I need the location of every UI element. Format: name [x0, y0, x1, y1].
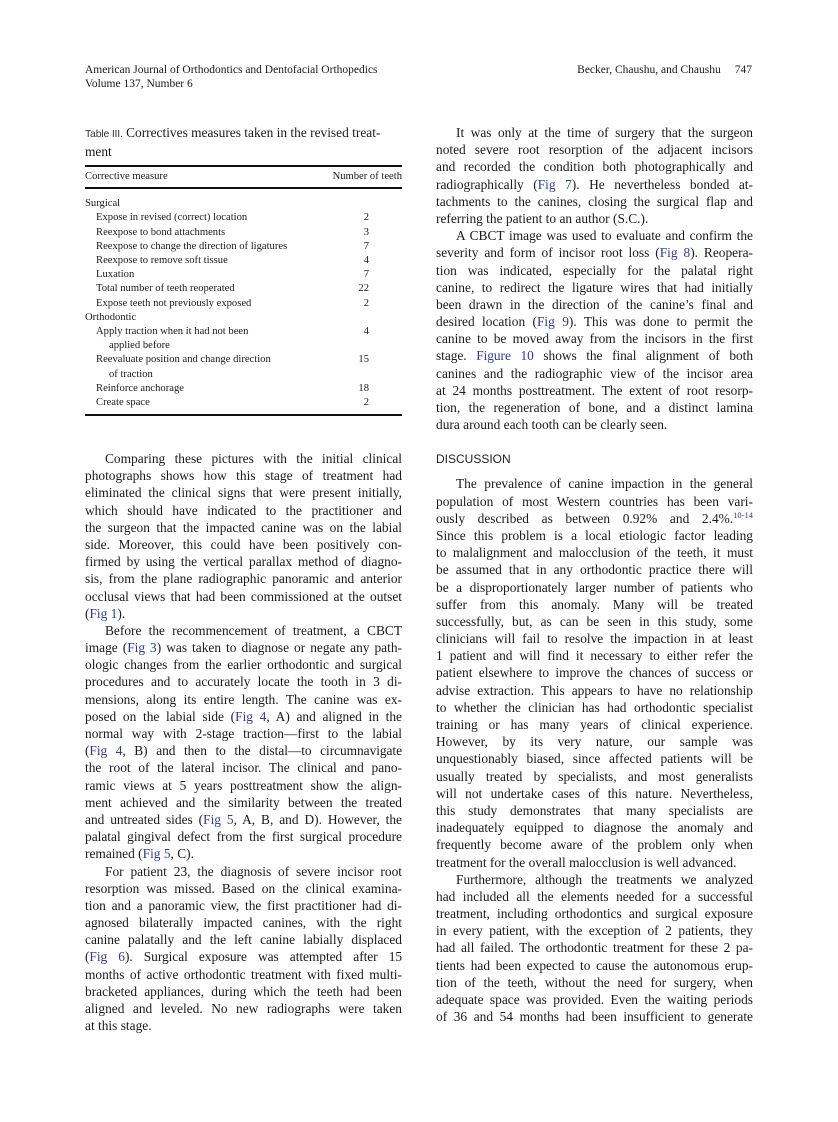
- line-text: ramic views at 5 years posttreatment show the align-: [85, 777, 402, 793]
- line-text: [436, 245, 753, 260]
- line-text: to malalignment and malocclusion of the teeth, it must: [436, 545, 753, 561]
- table-cell-measure: [85, 382, 321, 396]
- text-line: [436, 544, 753, 561]
- text-segment: (: [85, 743, 90, 759]
- text-line: [436, 1008, 753, 1025]
- text-segment: ). He nevertheless bonded at-: [571, 176, 753, 192]
- table-grid: [85, 167, 402, 416]
- text-segment: posed on the labial side (: [85, 708, 236, 724]
- text-line: [436, 836, 753, 853]
- measure-label: Apply traction when it had not been: [96, 326, 249, 338]
- table-header-row: [85, 167, 402, 188]
- line-text: had included all the elements needed for a successful: [436, 888, 753, 904]
- table-cell-teeth-count: 4: [363, 255, 369, 267]
- text-line: [436, 262, 753, 279]
- line-text: [436, 511, 753, 526]
- line-text: treatment for the overall malocclusion is well advanced.: [436, 854, 737, 870]
- text-line: [85, 673, 402, 690]
- text-line: [436, 922, 753, 939]
- paragraph: [85, 622, 402, 863]
- table-row: [85, 226, 402, 240]
- line-text: tion and a panoramic view, the first practitioner had di-: [85, 897, 402, 913]
- line-text: of 36 and 54 months had been insufficient to generate: [436, 1009, 753, 1025]
- line-text: patient elsewhere to improve the chances of success or: [436, 665, 753, 681]
- text-line: [436, 785, 753, 802]
- line-text: been drawn in the direction of the canine’s final and: [436, 296, 753, 312]
- line-text: clinicians will fail to resolve the impaction in at least: [436, 631, 753, 647]
- text-line: [436, 527, 753, 544]
- text-line: [85, 897, 402, 914]
- line-text: Comparing these pictures with the initial clinical: [105, 451, 402, 466]
- line-text: It was only at the time of surgery that the surgeon: [456, 125, 753, 140]
- text-line: [436, 664, 753, 681]
- table-cell-teeth-count: 15: [358, 354, 369, 366]
- running-header-right: [577, 63, 752, 77]
- page-number: 747: [734, 64, 752, 76]
- left-text-column: [85, 450, 402, 1034]
- table-cell-teeth-count: 18: [358, 382, 369, 394]
- text-line: [85, 931, 402, 948]
- text-line: [436, 888, 753, 905]
- text-line: [85, 777, 402, 794]
- text-segment: ) was taken to diagnose or negate any path-: [156, 640, 402, 656]
- line-text: [436, 314, 753, 329]
- text-line: [436, 399, 753, 416]
- text-line: [436, 630, 753, 647]
- line-text: [85, 949, 402, 964]
- measure-label: Reevaluate position and change direction: [96, 354, 271, 366]
- line-text: mensions, along its entire length. The canine was ex-: [85, 691, 402, 707]
- table-cell-measure: [85, 396, 321, 415]
- text-segment: ously described as between 0.92% and 2.4%.: [436, 510, 734, 526]
- line-text: tion, the regeneration of bone, and a distinct lamina: [436, 400, 753, 415]
- line-text: normal way with 2-stage traction—first to the labial: [85, 726, 402, 741]
- figure-reference-link[interactable]: Fig 5: [203, 811, 234, 827]
- figure-reference-link[interactable]: Figure 10: [476, 348, 534, 364]
- text-line: [85, 759, 402, 776]
- table-row: [85, 254, 402, 268]
- text-line: [436, 382, 753, 399]
- text-line: [85, 742, 402, 759]
- table-row: [85, 297, 402, 311]
- text-line: [436, 227, 753, 244]
- line-text: in every patient, with the exception of 2 patients, they: [436, 923, 753, 939]
- text-line: [436, 579, 753, 596]
- line-text: tion was indicated, especially for the palatal right: [436, 262, 753, 278]
- table-cell-teeth-count: 2: [363, 212, 369, 224]
- text-segment: ). Reopera-: [690, 245, 753, 261]
- line-text: canine palatally and the left canine labially displaced: [85, 932, 402, 948]
- measure-label: Create space: [96, 397, 150, 409]
- line-text: noted severe root resorption of the adjacent incisors: [436, 142, 753, 158]
- text-line: [85, 519, 402, 536]
- text-line: [436, 510, 753, 527]
- line-text: [85, 846, 194, 861]
- text-segment: stage.: [436, 348, 477, 364]
- line-text: usually treated by specialists, and most generalists: [436, 768, 753, 784]
- table-cell-teeth-count: 3: [363, 226, 369, 238]
- text-segment: , A) and aligned in the: [266, 708, 402, 724]
- text-line: [436, 176, 753, 193]
- line-text: canine, to redirect the ligature wires that had initially: [436, 279, 753, 295]
- table-cell-measure: [85, 353, 321, 381]
- line-text: eliminated the clinical signs that were present initially,: [85, 485, 402, 501]
- figure-reference-link[interactable]: Fig 5: [142, 846, 171, 862]
- text-line: [85, 708, 402, 725]
- text-line: [436, 493, 753, 510]
- text-line: [85, 502, 402, 519]
- text-line: [436, 768, 753, 785]
- text-line: [436, 647, 753, 664]
- running-header-left: [85, 63, 378, 91]
- table-row: [85, 282, 402, 296]
- line-text: [85, 743, 402, 758]
- text-line: [85, 656, 402, 673]
- measure-label-continued: of traction: [109, 368, 153, 380]
- text-line: [436, 974, 753, 991]
- table-cell-measure: [85, 282, 321, 296]
- text-line: [436, 939, 753, 956]
- text-line: [85, 484, 402, 501]
- line-text: to whether the clinician has had orthodontic specialist: [436, 699, 753, 715]
- measure-label: Total number of teeth reoperated: [96, 283, 235, 295]
- figure-reference-link[interactable]: Fig 4: [235, 708, 267, 724]
- line-text: tachments to the canines, closing the surgical flap and: [436, 193, 753, 209]
- table-cell-teeth-count: 2: [363, 397, 369, 409]
- text-line: [85, 536, 402, 553]
- text-line: [436, 158, 753, 175]
- paragraph: [436, 124, 753, 227]
- text-line: [436, 124, 753, 141]
- text-line: [436, 475, 753, 492]
- table-caption: [85, 124, 402, 160]
- figure-reference-link[interactable]: Fig 7: [537, 176, 572, 192]
- line-text: tion of the teeth, without the need for surgery, when: [436, 974, 753, 990]
- table-group-label: Orthodontic: [85, 311, 137, 323]
- text-segment: shows the final alignment of both: [533, 348, 753, 364]
- text-line: [85, 794, 402, 811]
- table-cell-measure: [85, 254, 321, 268]
- line-text: the root of the lateral incisor. The clinical and pano-: [85, 760, 402, 776]
- table-group-row: [85, 188, 402, 211]
- text-segment: , B) and then to the distal—to circumnavigate: [122, 743, 402, 759]
- line-text: [436, 348, 753, 363]
- text-line: [85, 1017, 402, 1034]
- text-line: [436, 210, 753, 227]
- line-text: [85, 606, 125, 621]
- line-text: the surgeon that the impacted canine was on the labial: [85, 519, 402, 535]
- line-text: [85, 812, 402, 827]
- line-text: side. Moreover, this could have been positively con-: [85, 536, 402, 552]
- line-text: agnosed bilaterally impacted canines, with the right: [85, 915, 402, 931]
- table-cell-teeth-count: 4: [363, 326, 369, 338]
- table-row: [85, 268, 402, 282]
- line-text: adequate space was provided. Even the waiting periods: [436, 992, 753, 1007]
- line-text: Before the recommencement of treatment, a CBCT: [105, 622, 402, 638]
- table-cell-teeth-count: 7: [363, 240, 369, 252]
- table-label: Table III.: [85, 128, 123, 140]
- text-segment: desired location (: [436, 314, 537, 330]
- line-text: successfully, but, as can be seen in this study, some: [436, 613, 753, 629]
- text-line: [85, 450, 402, 467]
- text-line: [436, 854, 753, 871]
- measure-label: Reexpose to bond attachments: [96, 226, 226, 238]
- line-text: tients had been expected to cause the autonomous erup-: [436, 957, 753, 973]
- paragraph: [85, 863, 402, 1035]
- figure-reference-link[interactable]: Fig 6: [89, 949, 125, 965]
- table-cell-measure: [85, 325, 321, 353]
- table-title-line-1: Correctives measures taken in the revised treat-: [126, 125, 381, 140]
- line-text: will not undertake cases of this nature. Nevertheless,: [436, 785, 753, 801]
- measure-label: Reinforce anchorage: [96, 382, 184, 394]
- line-text: at this stage.: [85, 1018, 152, 1034]
- line-text: ment achieved and the similarity between the treated: [85, 794, 402, 810]
- measure-label: Reexpose to change the direction of ligatures: [96, 240, 288, 252]
- line-text: training or has many years of clinical experience.: [436, 717, 753, 732]
- text-line: [436, 682, 753, 699]
- line-text: months of active orthodontic treatment with fixed multi-: [85, 966, 402, 982]
- table-cell-measure: [85, 297, 321, 311]
- line-text: A CBCT image was used to evaluate and confirm the: [456, 228, 753, 244]
- table-row: [85, 211, 402, 225]
- table-cell-teeth-count: 7: [363, 269, 369, 281]
- text-line: [85, 570, 402, 587]
- measure-label-continued: applied before: [109, 340, 170, 352]
- line-text: population of most Western countries has been vari-: [436, 493, 753, 509]
- line-text: aligned and leveled. No new radiographs were taken: [85, 1001, 402, 1016]
- text-line: [85, 914, 402, 931]
- figure-reference-link[interactable]: Fig 9: [536, 314, 569, 330]
- table-row: [85, 382, 402, 396]
- line-text: photographs shows how this stage of treatment had: [85, 468, 402, 484]
- line-text: this study demonstrates that many specialists are: [436, 802, 753, 818]
- table-cell-measure: [85, 226, 321, 240]
- line-text: canine to be moved away from the incisors in the first: [436, 331, 753, 347]
- text-segment: and untreated sides (: [85, 811, 204, 827]
- text-line: [436, 193, 753, 210]
- line-text: at 24 months posttreatment. The extent of root resorp-: [436, 382, 753, 398]
- table-cell-teeth-count: 22: [358, 283, 369, 295]
- text-line: [436, 561, 753, 578]
- text-line: [436, 871, 753, 888]
- text-line: [85, 622, 402, 639]
- text-line: [85, 983, 402, 1000]
- line-text: dura around each tooth can be clearly seen.: [436, 417, 668, 433]
- paragraph: [436, 227, 753, 433]
- text-line: [436, 991, 753, 1008]
- table-group-label: Surgical: [85, 198, 121, 210]
- text-line: [85, 725, 402, 742]
- journal-title: American Journal of Orthodontics and Dentofacial Orthopedics: [85, 64, 378, 76]
- text-line: [85, 588, 402, 605]
- line-text: 1 patient and will find it necessary to either refer the: [436, 648, 753, 664]
- text-line: [436, 802, 753, 819]
- text-line: [85, 811, 402, 828]
- text-line: [436, 279, 753, 296]
- line-text: Since this problem is a local etiologic factor leading: [436, 527, 753, 543]
- line-text: occlusal views that had been commissioned at the outset: [85, 588, 402, 604]
- text-line: [85, 828, 402, 845]
- text-line: [436, 296, 753, 313]
- line-text: referring the patient to an author (S.C.).: [436, 210, 649, 226]
- text-line: [85, 605, 402, 622]
- text-line: [436, 330, 753, 347]
- table-title-line-2: ment: [85, 144, 112, 159]
- column-header-teeth: Number of teeth: [332, 171, 402, 182]
- text-line: [436, 750, 753, 767]
- line-text: resorption was missed. Based on the clinical examina-: [85, 880, 402, 896]
- table-row: [85, 325, 402, 353]
- table-row: [85, 353, 402, 381]
- text-segment: , A, B, and D). However, the: [233, 811, 402, 827]
- measure-label: Expose in revised (correct) location: [96, 212, 248, 224]
- line-text: palatal gingival defect from the first surgical procedure: [85, 829, 402, 845]
- line-text: inadequately equipped to diagnose the anomaly and: [436, 820, 753, 836]
- line-text: [85, 640, 402, 655]
- paragraph: [436, 871, 753, 1026]
- table-cell-teeth-count: 2: [363, 297, 369, 309]
- text-line: [436, 819, 753, 836]
- right-text-column: [436, 124, 753, 1025]
- line-text: and recorded the condition both photographically and: [436, 159, 753, 175]
- line-text: The prevalence of canine impaction in the general: [456, 476, 753, 492]
- text-line: [436, 347, 753, 364]
- measure-label: Luxation: [96, 269, 135, 281]
- text-segment: radiographically (: [436, 176, 538, 192]
- line-text: procedures and to accurately locate the tooth in 3 di-: [85, 674, 402, 690]
- table-cell-measure: [85, 211, 321, 225]
- text-line: [85, 966, 402, 983]
- line-text: unquestionably biased, since affected patients will be: [436, 751, 753, 767]
- text-segment: , C).: [170, 846, 194, 862]
- text-line: [85, 691, 402, 708]
- text-segment: ).: [117, 605, 126, 621]
- line-text: [436, 177, 753, 192]
- author-names: Becker, Chaushu, and Chaushu: [577, 64, 721, 76]
- text-line: [436, 416, 753, 433]
- text-line: [436, 365, 753, 382]
- text-line: [436, 244, 753, 261]
- paragraph: [85, 450, 402, 622]
- measure-label: Reexpose to remove soft tissue: [96, 255, 228, 267]
- text-line: [85, 639, 402, 656]
- text-line: [436, 733, 753, 750]
- table-group-row: [85, 311, 402, 325]
- text-segment: image (: [85, 640, 128, 656]
- line-text: sis, from the plane radiographic panoramic and anterior: [85, 571, 402, 587]
- measure-label: Expose teeth not previously exposed: [96, 297, 252, 309]
- figure-reference-link[interactable]: Fig 1: [89, 605, 118, 621]
- line-text: had all failed. The orthodontic treatment for these 2 pa-: [436, 940, 753, 956]
- line-text: [85, 709, 402, 724]
- text-line: [436, 613, 753, 630]
- text-segment: ). This was done to permit the: [568, 314, 753, 330]
- text-line: [436, 313, 753, 330]
- table-cell-measure: [85, 240, 321, 254]
- line-text: be assumed that in any orthodontic practice there will: [436, 562, 753, 578]
- text-line: [436, 716, 753, 733]
- text-segment: (: [85, 949, 90, 965]
- text-line: [436, 699, 753, 716]
- line-text: which should have indicated to the practitioner and: [85, 502, 402, 518]
- text-line: [436, 596, 753, 613]
- text-segment: ). Surgical exposure was attempted after 15: [124, 949, 403, 965]
- text-segment: remained (: [85, 846, 143, 862]
- text-line: [85, 467, 402, 484]
- line-text: advise extraction. This appears to have no relationship: [436, 682, 753, 698]
- line-text: be a disproportionately larger number of patients who: [436, 579, 753, 595]
- corrective-measures-table: [85, 124, 402, 416]
- text-line: [85, 845, 402, 862]
- paragraph: [436, 475, 753, 870]
- line-text: However, by its very nature, our sample was: [436, 734, 753, 750]
- figure-reference-link[interactable]: Fig 8: [659, 245, 691, 261]
- journal-volume: Volume 137, Number 6: [85, 78, 193, 90]
- text-segment: severity and form of incisor root loss (: [436, 245, 660, 261]
- section-heading: DISCUSSION: [436, 452, 511, 467]
- figure-reference-link[interactable]: Fig 4: [89, 743, 123, 759]
- line-text: Furthermore, although the treatments we analyzed: [456, 871, 753, 887]
- text-segment: (: [85, 605, 90, 621]
- citation-superscript[interactable]: 10-14: [733, 509, 753, 520]
- table-cell-measure: [85, 268, 321, 282]
- line-text: canines and the radiographic view of the incisor area: [436, 365, 753, 381]
- line-text: firmed by using the vertical parallax method of diagno-: [85, 554, 402, 570]
- table-row: [85, 240, 402, 254]
- text-line: [436, 905, 753, 922]
- line-text: treatment, including orthodontics and surgical exposure: [436, 906, 753, 922]
- text-line: [436, 957, 753, 974]
- line-text: ologic changes from the earlier orthodontic and surgical: [85, 657, 402, 673]
- table-row: [85, 396, 402, 415]
- line-text: For patient 23, the diagnosis of severe incisor root: [105, 863, 402, 879]
- figure-reference-link[interactable]: Fig 3: [127, 640, 157, 656]
- text-line: [85, 948, 402, 965]
- column-header-measure: Corrective measure: [85, 171, 168, 182]
- line-text: bracketed appliances, during which the teeth had been: [85, 983, 402, 999]
- text-line: [85, 1000, 402, 1017]
- text-line: [85, 863, 402, 880]
- text-line: [436, 141, 753, 158]
- line-text: frequently become aware of the problem only when: [436, 837, 753, 853]
- line-text: suffer from this anomaly. Many will be treated: [436, 596, 753, 612]
- text-line: [85, 880, 402, 897]
- text-line: [85, 553, 402, 570]
